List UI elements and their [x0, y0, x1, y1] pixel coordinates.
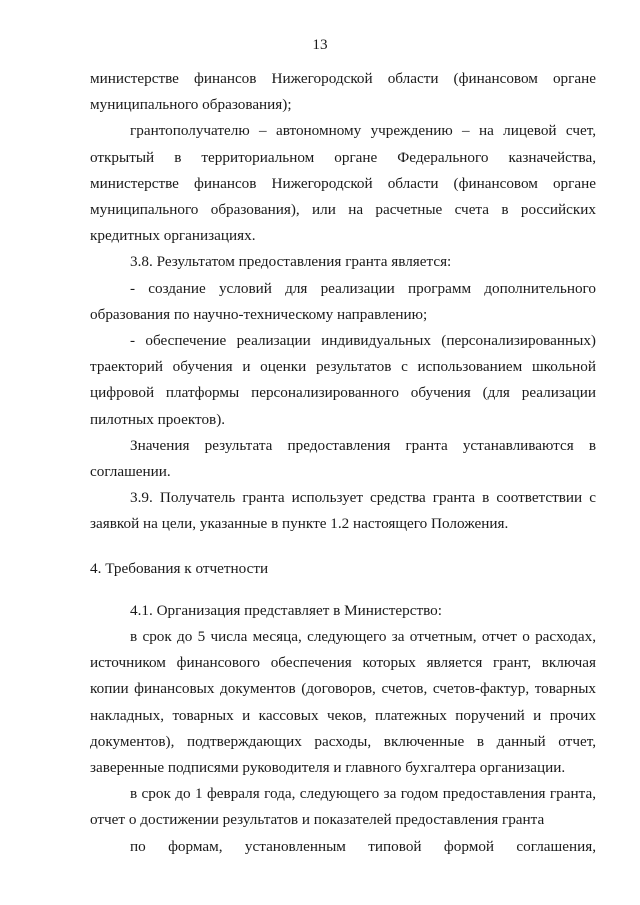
list-item: - обеспечение реализации индивидуальных (персонализированных) траекторий обучения и оценки результатов с использованием школьной цифровой платформы персонализированного обучения (для реализации пилотных проектов). [90, 332, 596, 428]
paragraph: в срок до 1 февраля года, следующего за годом предоставления гранта, отчет о достижении результатов и показателей предоставления гранта [90, 785, 596, 829]
paragraph: в срок до 5 числа месяца, следующего за отчетным, отчет о расходах, источником финансового обеспечения которых является грант, включая копии финансовых документов (договоров, счетов, счетов-фактур, товарных накладных, товарных и кассовых чеков, платежных поручений и прочих документов), подтверждающих расходы, включенные в данный отчет, заверенные подписями руководителя и главного бухгалтера организации. [90, 628, 596, 777]
paragraph: грантополучателю – автономному учреждению – на лицевой счет, открытый в территориальном органе Федерального казначейства, министерстве финансов Нижегородской области (финансовом органе муниципального образования), или на расчетные счета в российских кредитных организациях. [90, 122, 596, 245]
paragraph: 3.8. Результатом предоставления гранта является: [130, 253, 452, 271]
paragraph: министерстве финансов Нижегородской области (финансовом органе муниципального образования); [90, 70, 596, 114]
paragraph: 3.9. Получатель гранта использует средства гранта в соответствии с заявкой на цели, указанные в пункте 1.2 настоящего Положения. [90, 489, 596, 533]
paragraph: Значения результата предоставления гранта устанавливаются в соглашении. [90, 436, 596, 481]
paragraph: по формам, установленным типовой формой соглашения, [130, 837, 596, 855]
body-text [90, 66, 596, 860]
list-item: - создание условий для реализации программ дополнительного образования по научно-техническому направлению; [90, 279, 596, 323]
paragraph: 4.1. Организация представляет в Министерство: [130, 601, 442, 619]
section-heading: 4. Требования к отчетности [90, 559, 269, 577]
page-number: 13 [312, 36, 328, 53]
